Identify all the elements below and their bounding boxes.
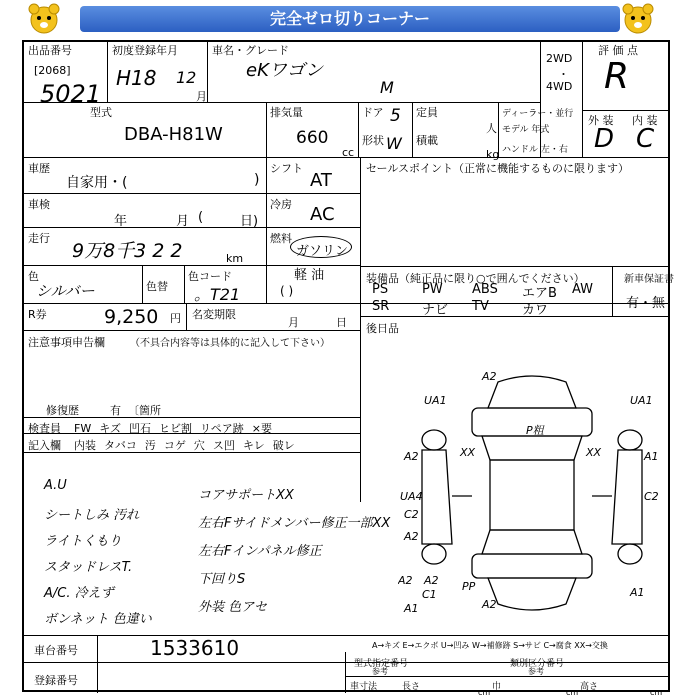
remark-line: 外装 色アセ [198, 600, 268, 615]
car-name: eKワゴン [246, 60, 323, 81]
damage-mark: C2 [644, 490, 659, 503]
check-item: 破レ [272, 439, 295, 452]
mileage: 9万8千3 2 2 [72, 240, 183, 262]
sales-point-label: セールスポイント（正常に機能するものに限ります） [366, 162, 630, 175]
check-item: 凹石 [129, 422, 151, 435]
equipment-item: PW [422, 282, 443, 297]
damage-mark: PP [462, 580, 476, 593]
check-item: FW [74, 422, 92, 435]
remark-line: 左右Fサイドメンバー修正一部XX [198, 516, 391, 531]
check-item: キズ [99, 422, 121, 435]
banner-title: 完全ゼロ切りコーナー [80, 6, 620, 32]
equipment-item: PS [372, 282, 389, 297]
rating-label: 評 価 点 [598, 44, 638, 57]
int-grade: C [636, 124, 655, 154]
remark-line: A/C. 冷えず [44, 586, 114, 601]
notes-label: 注意事項申告欄 [28, 336, 105, 349]
rating-value: R [604, 56, 630, 97]
remark-line: 左右Fインパネル修正 [198, 544, 322, 559]
lot-label: 出品番号 [28, 44, 72, 57]
damage-mark: A2 [404, 450, 419, 463]
damage-mark: XX [586, 446, 602, 459]
check-item: ×要 [251, 422, 272, 435]
color: シルバー [36, 282, 95, 300]
equipment-item: SR [372, 299, 390, 314]
damage-mark: A1 [404, 602, 419, 615]
equipment-item: TV [472, 299, 489, 314]
color-code: 。T21 [194, 285, 241, 304]
remark-line: A.U [44, 478, 67, 493]
check-item: 穴 [193, 439, 205, 452]
equipment-item: AW [572, 282, 594, 297]
damage-mark: A2 [404, 530, 419, 543]
check-item: タバコ [104, 439, 137, 452]
damage-mark: A2 [398, 574, 413, 587]
damage-mark: P粗 [526, 424, 544, 437]
check-row-2 [74, 437, 360, 450]
doors: 5 [390, 106, 401, 126]
fuel-gasoline: ガソリン [296, 244, 349, 259]
lot-number: 5021 [40, 80, 102, 108]
remark-line: ライトくもり [44, 534, 122, 549]
remark-line: スタッドレスT. [44, 560, 133, 575]
car-damage-diagram [398, 368, 666, 630]
remark-line: コアサポートXX [198, 488, 294, 503]
damage-mark: A2 [424, 574, 439, 587]
damage-mark: C1 [422, 588, 437, 601]
damage-mark: XX [460, 446, 476, 459]
remark-line: シートしみ 汚れ [44, 508, 140, 523]
transmission: AT [310, 170, 332, 191]
damage-mark: UA1 [630, 394, 653, 407]
vehicle-history: 自家用・( [66, 175, 128, 191]
check-item: コゲ [163, 439, 186, 452]
check-item: 汚 [144, 439, 156, 452]
car-label: 車名・グレード [212, 44, 289, 57]
remark-line: ボンネット 色違い [44, 612, 152, 627]
displacement: 660 [296, 128, 329, 148]
aircon: AC [310, 204, 335, 225]
first-reg-label: 初度登録年月 [112, 44, 178, 57]
check-item: 内装 [74, 439, 96, 452]
equipment-item: ABS [472, 282, 498, 297]
damage-mark: A1 [644, 450, 659, 463]
ext-grade: D [594, 124, 615, 154]
equipment-item: ナビ [422, 303, 449, 318]
body-shape: W [386, 134, 402, 153]
new-warranty: 有・無 [626, 296, 666, 311]
fuel-diesel: 軽 油 [294, 268, 325, 283]
damage-mark: A2 [482, 598, 497, 611]
model-code: DBA-H81W [124, 124, 223, 145]
first-reg-month: 12 [176, 68, 197, 87]
damage-legend: A→キズ E→エクボ U→凹み W→補修跡 S→サビ C→腐食 XX→交換 [372, 641, 608, 650]
banner [0, 0, 700, 38]
lot-sub: [2068] [34, 64, 71, 77]
first-reg-era: H18 [116, 66, 157, 90]
equipment-item: エアB [522, 286, 557, 301]
bear-mascot-icon [620, 2, 656, 36]
check-item: キレ [242, 439, 265, 452]
damage-mark: A2 [482, 370, 497, 383]
check-row-1 [74, 420, 360, 433]
equipment-item: カワ [522, 303, 549, 318]
recycle-fee: 9,250 [104, 306, 159, 328]
bear-mascot-icon [26, 2, 62, 36]
damage-mark: UA4 [400, 490, 423, 503]
equipment-grid [366, 282, 612, 316]
damage-mark: C2 [404, 508, 419, 521]
damage-mark: A1 [630, 586, 645, 599]
check-item: ヒビ割 [159, 422, 192, 435]
damage-mark: UA1 [424, 394, 447, 407]
remark-line: 下回りS [198, 572, 246, 587]
check-item: リペア跡 [200, 422, 244, 435]
check-item: ス凹 [212, 439, 235, 452]
chassis-number: 1533610 [150, 636, 240, 660]
car-grade: M [380, 78, 394, 97]
